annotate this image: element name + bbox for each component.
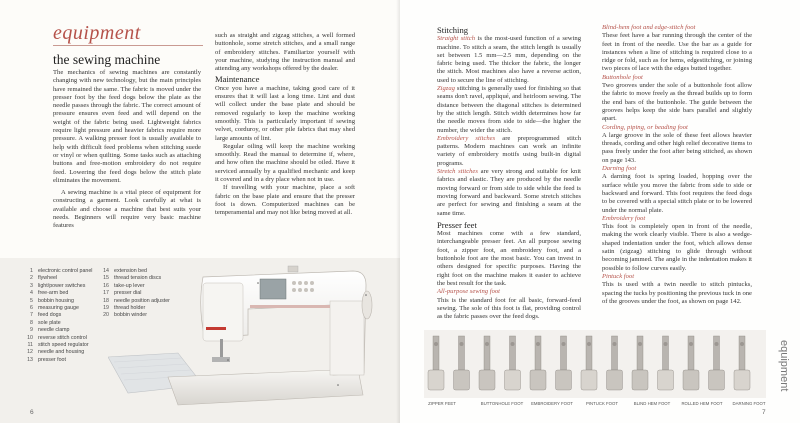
callout-label: feed dogs bbox=[38, 312, 62, 319]
presser-feet-heading: Presser feet bbox=[437, 219, 477, 230]
stitching-paragraphs bbox=[437, 35, 581, 218]
callout-label: stitch speed regulator bbox=[38, 342, 89, 349]
left-column-2 bbox=[215, 32, 355, 218]
maintenance-paragraph: Once you have a machine, taking good care of it ensures that it will last a long time. Lint and dust will collect under the base plate and should be removed regularly to keep the machine working smoothly. This is particularly important if sewing velvet, corduroy, or other pile fabrics that may shed large amounts of lint. bbox=[215, 84, 355, 142]
right-page bbox=[400, 0, 800, 423]
callout-item bbox=[24, 327, 96, 334]
callout-item bbox=[24, 342, 96, 349]
callout-number: 12 bbox=[27, 349, 33, 356]
callout-number: 16 bbox=[103, 282, 109, 289]
foot-description: A large groove in the sole of these feet allows heavier threads, cording and other high relief decorative items to pass freely under the foot after being stitched, as shown on page 143. bbox=[602, 131, 752, 164]
maintenance-paragraph: If travelling with your machine, place a soft fabric on the base plate and ensure that the presser foot is down. Computerized machines can be temperamental and may not like being moved at all. bbox=[215, 184, 355, 217]
stitching-paragraph bbox=[437, 35, 581, 85]
presser-intro: Most machines come with a few standard, interchangeable presser feet. An all purpose sewing foot, a zipper foot, an embroidery foot, and a buttonhole foot are the most basic. You can invest in others designed for specific purposes. Having the right foot on the machine makes it easier to achieve the best result for the task. bbox=[437, 230, 581, 287]
callout-item bbox=[24, 312, 96, 319]
callout-label: needle and housing bbox=[38, 349, 85, 356]
callout-label: flywheel bbox=[38, 275, 58, 282]
callout-number: 5 bbox=[30, 297, 33, 304]
needle bbox=[220, 339, 223, 359]
callout-label: bobbin housing bbox=[38, 297, 74, 304]
callout-number: 6 bbox=[30, 305, 33, 312]
stitch-description: are preprogrammed stitch patterns. Modern machines can work an infinite variety of embroidery motifs using built-in digital programs. bbox=[437, 134, 582, 167]
foot-caption: ZIPPER FEET bbox=[428, 401, 456, 406]
page-number-right: 7 bbox=[762, 409, 766, 416]
right-column-2 bbox=[602, 24, 752, 306]
callout-label: needle clamp bbox=[38, 327, 70, 334]
stitch-term: Embroidery stitches bbox=[437, 134, 496, 142]
callout-label: electronic control panel bbox=[38, 268, 93, 274]
all-purpose-heading: All-purpose sewing foot bbox=[437, 288, 501, 296]
side-tab-label: equipment bbox=[778, 340, 790, 392]
foot-description: This foot is completely open in front of the needle, making the work clearly visible. There is also a wedge-shaped indentation under the foot, which allows dense satin (zigzag) stitching to glide through without becoming jammed. The angle in the indentation makes it possible to follow curves easily. bbox=[602, 223, 752, 272]
callout-number: 9 bbox=[30, 327, 33, 334]
callout-item bbox=[24, 335, 96, 342]
foot-description: Two grooves under the sole of a buttonhole foot allow the fabric to move freely as the thread builds up to form the end bars of the buttonhole. The guide between the grooves helps keep the side bars parallel and slightly apart. bbox=[602, 82, 752, 123]
callout-number: 3 bbox=[30, 282, 33, 289]
callout-number: 15 bbox=[103, 275, 109, 282]
sewing-machine-illustration bbox=[108, 265, 378, 420]
stitching-heading: Stitching bbox=[437, 25, 469, 35]
callout-label: measuring gauge bbox=[38, 305, 79, 312]
stitching-paragraph bbox=[437, 135, 581, 168]
callout-item bbox=[24, 298, 96, 305]
callout-label: needle position adjuster bbox=[114, 297, 170, 304]
callout-label: reverse stitch control bbox=[38, 334, 87, 341]
right-column-1 bbox=[437, 24, 581, 321]
body-paragraph: A sewing machine is a vital piece of equipment for constructing a garment. Look carefully at what is available and choose a machine that best suits your needs. Beginners will require very basic machine features bbox=[53, 189, 201, 230]
callout-label: bobbin winder bbox=[114, 312, 147, 319]
callout-item bbox=[24, 275, 96, 282]
callout-number: 13 bbox=[27, 356, 33, 363]
callout-list-1 bbox=[24, 268, 96, 364]
callout-label: sole plate bbox=[38, 319, 61, 326]
callout-label: take-up lever bbox=[114, 282, 145, 289]
callout-item bbox=[24, 349, 96, 356]
callout-label: extension bed bbox=[114, 268, 147, 274]
callout-item bbox=[24, 290, 96, 297]
callout-number: 11 bbox=[27, 342, 33, 349]
stitch-term: Zigzag bbox=[437, 85, 455, 93]
foot-heading: Cording, piping, or beading foot bbox=[602, 123, 688, 131]
callout-item bbox=[24, 305, 96, 312]
stitch-term: Stretch stitches bbox=[437, 168, 478, 176]
left-column-1 bbox=[53, 69, 201, 231]
callout-label: thread tension discs bbox=[114, 275, 162, 282]
side-tab bbox=[770, 340, 798, 420]
maintenance-heading: Maintenance bbox=[215, 74, 260, 85]
stitch-description: stitching is generally used for finishing so that seams don't ravel, appliqué, and heirloom sewing. The distance between the diagonal stitches is determined by the stitch length. Stitch width determines how far the needle moves from side to side—the higher the number, the wider the stitch. bbox=[437, 85, 581, 134]
section-title: the sewing machine bbox=[53, 52, 161, 67]
foot-description: A darning foot is spring loaded, hopping over the surface while you move the fabric from side to side or backward and forward. This foot requires the feed dogs to be covered with a special stitch plate or to be lowered under the normal plate. bbox=[602, 173, 752, 214]
control-panel-display bbox=[260, 279, 286, 299]
chapter-rule bbox=[53, 45, 203, 46]
foot-caption: EMBROIDERY FOOT bbox=[531, 401, 573, 406]
callout-number: 17 bbox=[103, 290, 109, 297]
stitch-term: Straight stitch bbox=[437, 35, 476, 43]
page-number-left: 6 bbox=[30, 409, 34, 416]
presser-foot bbox=[212, 357, 230, 362]
foot-heading: Blind-hem foot and edge-stitch foot bbox=[602, 24, 696, 31]
foot-heading: Pintuck foot bbox=[602, 272, 635, 280]
callout-item bbox=[24, 268, 96, 275]
chapter-label: equipment bbox=[53, 22, 141, 44]
callout-number: 1 bbox=[30, 268, 33, 274]
foot-caption: PINTUCK FOOT bbox=[586, 401, 618, 406]
callout-item bbox=[24, 283, 96, 290]
callout-label: free-arm bed bbox=[38, 290, 69, 297]
stitching-paragraph bbox=[437, 168, 581, 218]
intro-paragraph: The mechanics of sewing machines are constantly changing with new technology, but the main principles have remained the same. The fabric is moved under the presser foot by the feed dogs below the plate as the needle passes through the fabric. The correct amount of pressure ensures even feed and will depend on the weight of the fabric being used. Lightweight fabrics require light pressure and heavier fabrics require more pressure. A walking presser foot is usually available to help with difficult feed problems when stitching suede or vinyl or when quilting. Some tasks such as attaching buttons and free-motion embroidery do not require feed. Lowering the feed dogs below the stitch plate eliminates the movement. bbox=[53, 69, 201, 184]
callout-label: thread holder bbox=[114, 305, 146, 312]
foot-caption: DARNING FOOT bbox=[732, 401, 766, 406]
callout-item bbox=[24, 357, 96, 364]
callout-label: presser dial bbox=[114, 290, 142, 297]
callout-number: 7 bbox=[30, 312, 33, 319]
body-paragraph: such as straight and zigzag stitches, a well formed buttonhole, some stretch stitches, and a small range of embroidery stitches. Familiarize yourself with your machine, studying the instruction manual and attending any workshops offered by the dealer. bbox=[215, 32, 355, 73]
foot-caption: BUTTONHOLE FOOT bbox=[480, 401, 524, 406]
presser-feet-photos bbox=[424, 330, 766, 408]
callout-item bbox=[24, 320, 96, 327]
callout-number: 8 bbox=[30, 319, 33, 326]
callout-number: 10 bbox=[27, 334, 33, 341]
stitch-description: is the most-used function of a sewing machine. To stitch a seam, the stitch length is usually set between 1.5 mm—2.5 mm, depending on the fabric being used. The thicker the fabric, the longer the stitch. Most machines also have a reverse action, used to secure the line of stitching. bbox=[437, 35, 581, 84]
callout-number: 4 bbox=[30, 290, 33, 297]
callout-number: 19 bbox=[103, 305, 109, 312]
callout-label: light/power switches bbox=[38, 282, 86, 289]
callout-number: 2 bbox=[30, 275, 33, 282]
maintenance-paragraph: Regular oiling will keep the machine working smoothly. Read the manual to determine if, where, and how often the machine should be oiled. Have it serviced annually by a qualified mechanic and keep it covered and in a dry place when not in use. bbox=[215, 142, 355, 184]
foot-description: These feet have a bar running through the center of the feet in front of the needle. Use the bar as a guide for instances when a line of stitching is required close to a ridge or fold, such as for hems, edgestitching, or joining two pieces of lace with the edges butted together. bbox=[602, 32, 752, 73]
callout-label: presser foot bbox=[38, 356, 66, 363]
all-purpose-text: This is the standard foot for all basic, forward-feed sewing. The sole of this foot is flat, providing control as the fabric passes over the feed dogs. bbox=[437, 296, 581, 321]
callout-number: 14 bbox=[103, 268, 109, 274]
foot-description: This is used with a twin needle to stitch pintucks, spacing the tucks by positioning the previous tuck in one of the grooves under the foot, as shown on page 142. bbox=[602, 281, 752, 305]
stitch-description: are very strong and suitable for knit fabrics and elastic. They are produced by the needle moving forward or from side to side while the feed is moving forward and backward. Some stretch stitches are perfect for sewing and finishing a seam at the same time. bbox=[437, 168, 581, 217]
foot-heading: Darning foot bbox=[602, 165, 637, 173]
foot-heading: Embroidery foot bbox=[602, 214, 646, 222]
stitching-paragraph bbox=[437, 85, 581, 135]
callout-number: 20 bbox=[103, 312, 109, 319]
callout-number: 18 bbox=[103, 297, 109, 304]
foot-heading: Buttonhole foot bbox=[602, 73, 643, 81]
foot-caption: ROLLED HEM FOOT bbox=[681, 401, 723, 406]
foot-caption: BLIND HEM FOOT bbox=[633, 401, 671, 406]
flywheel bbox=[362, 291, 372, 319]
